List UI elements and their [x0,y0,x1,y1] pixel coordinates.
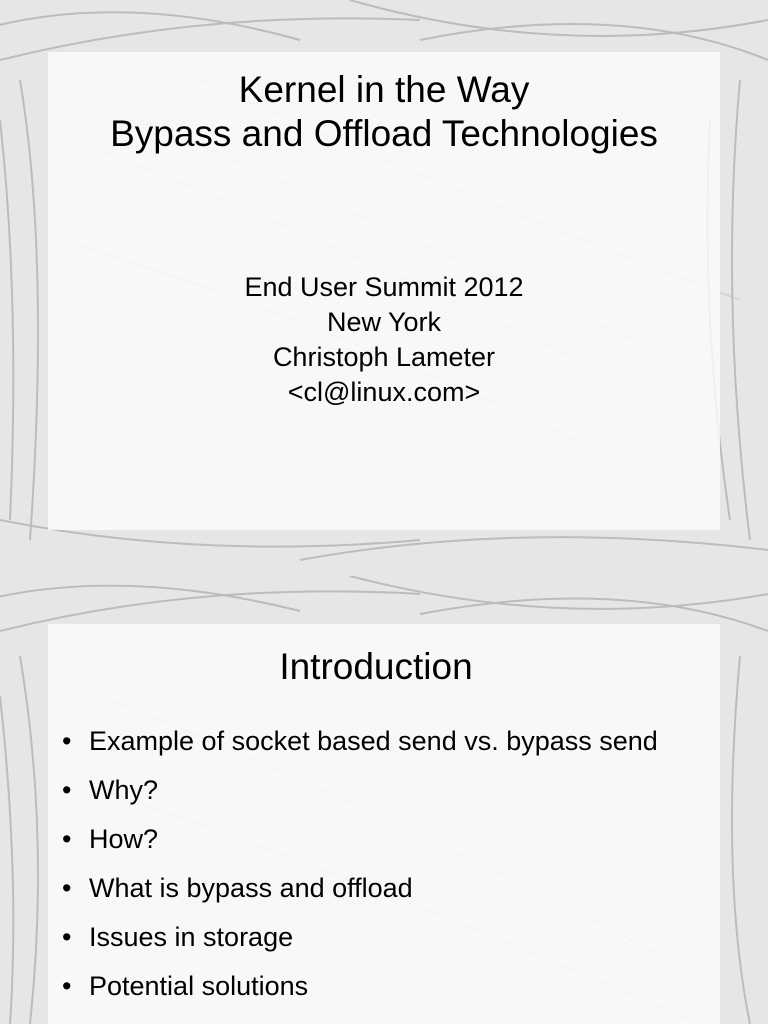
bullet-icon: • [62,873,72,903]
bullet-list [62,724,702,1018]
presenter-info [0,270,768,410]
bullet-text: Example of socket based send vs. bypass send [89,726,658,756]
list-item [62,724,702,759]
list-item [62,920,702,955]
title-line-1: Kernel in the Way [238,69,530,110]
bullet-icon: • [62,726,72,756]
list-item [62,871,702,906]
slide-2-title: Introduction [279,646,473,687]
event-name: End User Summit 2012 [244,272,524,302]
bullet-text: What is bypass and offload [89,873,413,903]
bullet-text: Issues in storage [89,922,294,952]
bullet-text: Potential solutions [89,971,309,1001]
list-item [62,822,702,857]
bullet-icon: • [62,824,72,854]
slide-title-heading [0,68,768,156]
bullet-text: Why? [89,775,159,805]
title-line-2: Bypass and Offload Technologies [110,113,658,154]
author-name: Christoph Lameter [272,342,496,372]
bullet-icon: • [62,775,72,805]
event-location: New York [326,307,442,337]
author-email[interactable]: <cl@linux.com> [287,377,481,407]
bullet-icon: • [62,922,72,952]
bullet-icon: • [62,971,72,1001]
bullet-text: How? [89,824,159,854]
list-item [62,773,702,808]
list-item [62,969,702,1004]
